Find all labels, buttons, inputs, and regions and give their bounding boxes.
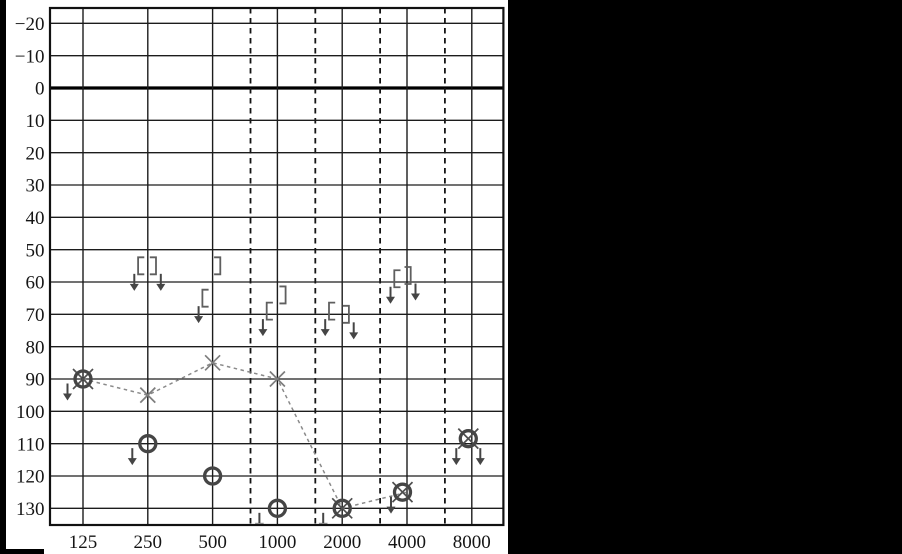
x-tick-label: 250 xyxy=(133,532,163,553)
y-tick-label: 0 xyxy=(35,78,45,100)
y-tick-label: 50 xyxy=(25,240,45,262)
x-tick-label: 8000 xyxy=(452,532,491,553)
ac-no-response-arrow xyxy=(319,513,328,530)
x-tick-label: 4000 xyxy=(388,532,426,553)
scan-black-notch xyxy=(0,549,44,554)
bone-bracket-right xyxy=(267,303,273,320)
y-tick-label: 100 xyxy=(16,402,45,424)
bone-no-response-arrow xyxy=(349,322,358,339)
bone-no-response-arrow xyxy=(386,287,395,304)
x-tick-label: 1000 xyxy=(258,532,297,553)
bone-bracket-left xyxy=(279,286,285,303)
arrow-head xyxy=(321,329,330,336)
y-tick-label: −10 xyxy=(14,46,45,68)
arrow-head xyxy=(128,458,137,465)
arrow-head xyxy=(452,458,461,465)
arrow-head xyxy=(476,458,485,465)
arrow-head xyxy=(130,284,139,291)
arrow-head xyxy=(255,523,264,530)
y-tick-label: 30 xyxy=(25,175,45,197)
ac-no-response-arrow xyxy=(476,448,485,465)
bone-bracket-right xyxy=(394,270,400,287)
ac-no-response-arrow xyxy=(128,448,137,465)
ac-circle-x-symbol xyxy=(73,369,93,389)
arrow-head xyxy=(258,329,267,336)
arrow-head xyxy=(411,294,420,301)
ac-dashed-line xyxy=(83,363,407,509)
ac-circle-x-symbol xyxy=(393,482,413,502)
y-tick-label: 120 xyxy=(16,466,45,488)
y-tick-label: 80 xyxy=(25,337,45,359)
bone-bracket-left xyxy=(214,257,220,274)
y-tick-label: 130 xyxy=(16,499,45,521)
arrow-head xyxy=(319,523,328,530)
bone-bracket-right xyxy=(202,290,208,307)
x-tick-label: 125 xyxy=(68,532,98,553)
ac-no-response-arrow xyxy=(452,448,461,465)
y-tick-label: 90 xyxy=(25,369,45,391)
ac-no-response-arrow xyxy=(387,497,396,514)
y-tick-label: 10 xyxy=(25,111,45,133)
bone-bracket-right xyxy=(329,303,335,320)
y-tick-label: 70 xyxy=(25,305,45,327)
ac-no-response-arrow xyxy=(255,513,264,530)
bone-no-response-arrow xyxy=(411,284,420,301)
ac-no-response-arrow xyxy=(63,383,72,400)
y-tick-label: 60 xyxy=(25,272,45,294)
x-tick-label: 2000 xyxy=(323,532,362,553)
arrow-head xyxy=(63,393,72,400)
arrow-head xyxy=(349,332,358,339)
ac-circle-x-symbol xyxy=(332,498,352,518)
arrow-head xyxy=(386,297,395,304)
ac-circle-x-symbol xyxy=(458,429,478,449)
y-tick-label: 110 xyxy=(16,434,45,456)
bone-bracket-left xyxy=(150,257,156,274)
bone-bracket-right xyxy=(138,257,144,274)
arrow-head xyxy=(156,284,165,291)
arrow-head xyxy=(194,316,203,323)
y-tick-label: 20 xyxy=(25,143,45,165)
y-tick-label: −20 xyxy=(14,14,45,36)
bone-no-response-arrow xyxy=(258,319,267,336)
y-tick-label: 40 xyxy=(25,208,45,230)
x-tick-label: 500 xyxy=(198,532,227,553)
arrow-head xyxy=(387,507,396,514)
bone-no-response-arrow xyxy=(321,319,330,336)
